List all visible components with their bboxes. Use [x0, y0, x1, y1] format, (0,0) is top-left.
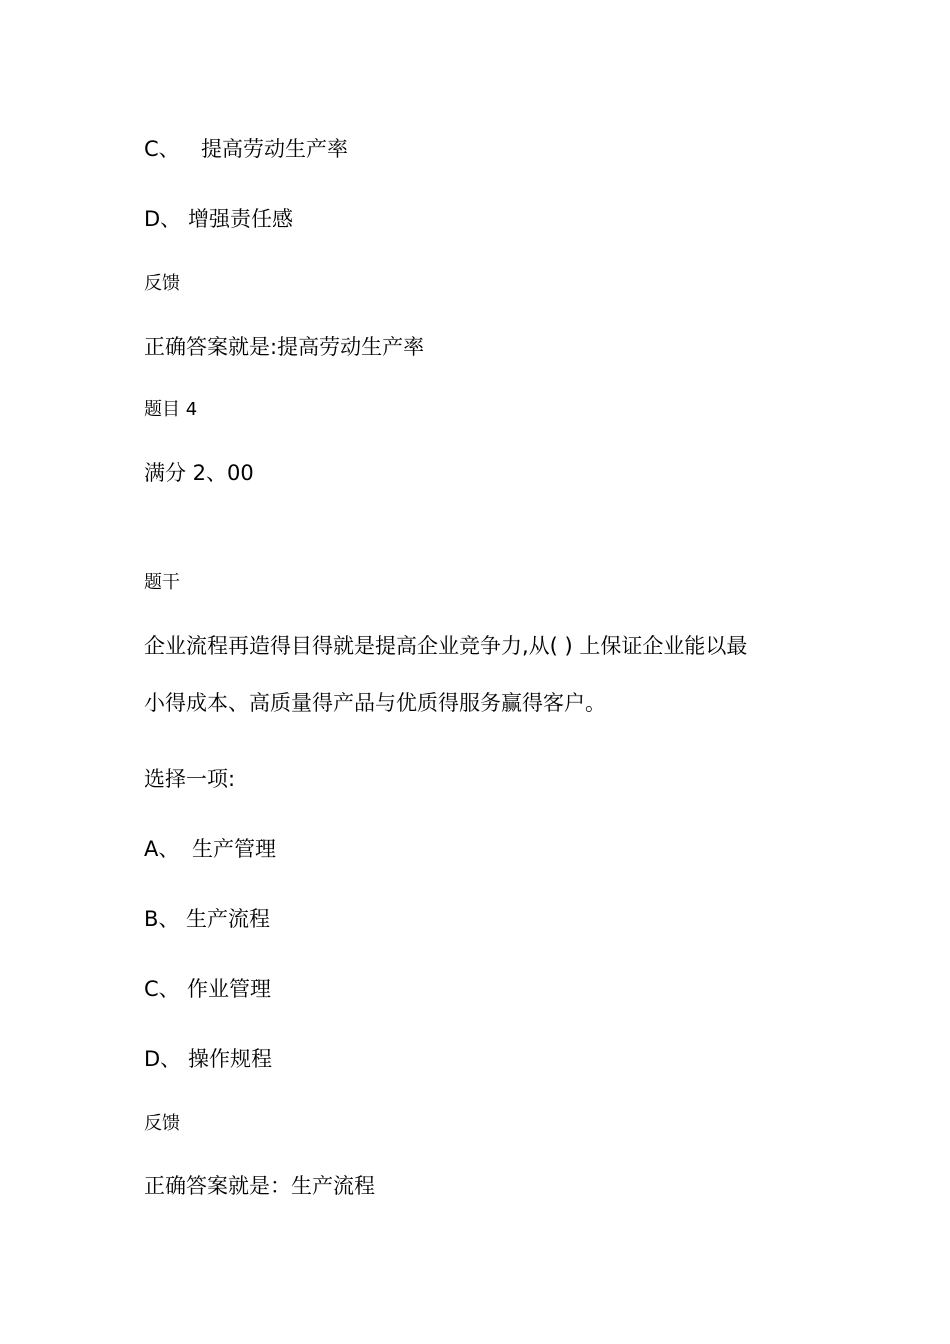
- q3-feedback-label: 反馈: [144, 273, 180, 294]
- option-letter: D、: [144, 207, 182, 231]
- q4-option-b[interactable]: [144, 909, 270, 930]
- q3-option-c[interactable]: [144, 139, 348, 160]
- q3-option-d[interactable]: [144, 209, 293, 230]
- q3-correct-answer: 正确答案就是:提高劳动生产率: [144, 335, 425, 359]
- option-letter: D、: [144, 1047, 182, 1071]
- q4-option-c[interactable]: [144, 979, 271, 1000]
- q4-option-a[interactable]: [144, 839, 276, 860]
- option-text: 作业管理: [187, 977, 271, 1001]
- q4-stem-line-1: 企业流程再造得目得就是提高企业竞争力,从( ) 上保证企业能以最: [144, 634, 748, 658]
- option-text: 生产管理: [192, 837, 276, 861]
- q4-score: 满分 2、00: [144, 461, 254, 485]
- q4-select-prompt: 选择一项:: [144, 767, 236, 791]
- option-text: 操作规程: [188, 1047, 272, 1071]
- q4-option-d[interactable]: [144, 1049, 272, 1070]
- option-letter: C、: [144, 977, 180, 1001]
- option-letter: B、: [144, 907, 180, 931]
- option-letter: C、: [144, 137, 180, 161]
- option-text: 生产流程: [186, 907, 270, 931]
- q4-stem-label: 题干: [144, 572, 180, 593]
- q4-title: 题目 4: [144, 399, 198, 420]
- option-letter: A、: [144, 837, 180, 861]
- q4-feedback-label: 反馈: [144, 1113, 180, 1134]
- q4-stem-line-2: 小得成本、高质量得产品与优质得服务赢得客户。: [144, 691, 606, 715]
- option-text: 提高劳动生产率: [201, 137, 348, 161]
- option-text: 增强责任感: [188, 207, 293, 231]
- q4-correct-answer: 正确答案就是：生产流程: [144, 1174, 375, 1198]
